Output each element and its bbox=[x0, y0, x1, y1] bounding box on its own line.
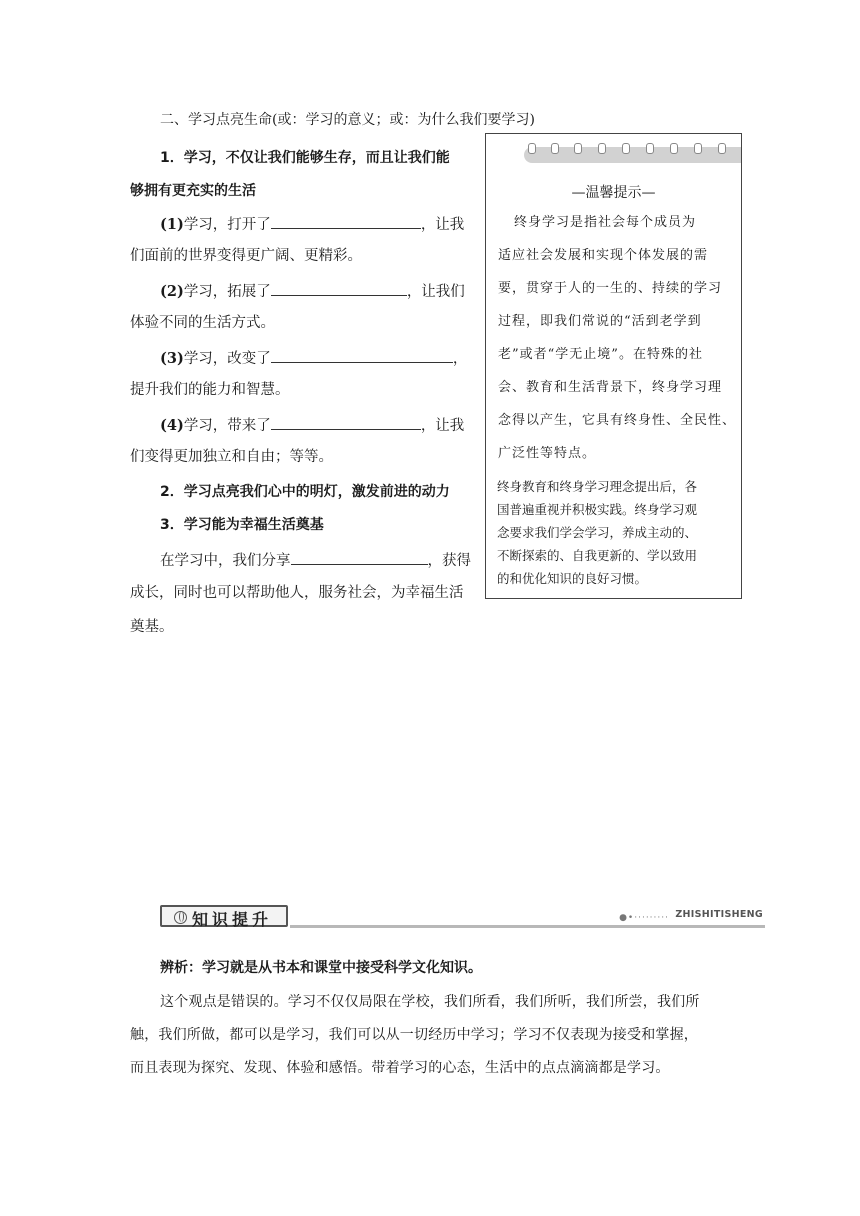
tip-line: 适应社会发展和实现个体发展的需 bbox=[498, 248, 709, 263]
fill-blank bbox=[291, 549, 428, 565]
spiral-ring-icon bbox=[574, 143, 582, 154]
paragraph-text: ，获得 bbox=[427, 553, 471, 569]
divider bbox=[290, 925, 765, 928]
tip-line: 不断探索的、自我更新的、学以致用 bbox=[497, 548, 698, 563]
analysis-line: 而且表现为探究、发现、体验和感悟。带着学习的心态，生活中的点点滴滴都是学习。 bbox=[130, 1060, 670, 1076]
spiral-ring-icon bbox=[528, 143, 536, 154]
item-2-continuation: 体验不同的生活方式。 bbox=[130, 315, 275, 331]
paragraph-line-3: 奠基。 bbox=[130, 619, 174, 635]
notebook-spiral-bar bbox=[524, 147, 741, 163]
knowledge-header-band bbox=[160, 903, 765, 929]
point-2: 2．学习点亮我们心中的明灯，激发前进的动力 bbox=[160, 484, 450, 500]
item-text: ，让我们 bbox=[406, 284, 465, 300]
tip-line: 念要求我们学会学习，养成主动的、 bbox=[497, 525, 698, 540]
point-1-line-2: 够拥有更充实的生活 bbox=[130, 183, 256, 199]
analysis-title: 辨析：学习就是从书本和课堂中接受科学文化知识。 bbox=[160, 960, 482, 976]
spiral-ring-icon bbox=[551, 143, 559, 154]
dotted-ornament-icon: ●•········· bbox=[619, 913, 669, 923]
item-number: (1) bbox=[160, 216, 184, 233]
spiral-ring-icon bbox=[622, 143, 630, 154]
item-4-continuation: 们变得更加独立和自由；等等。 bbox=[130, 449, 333, 465]
tip-line: 终身教育和终身学习理念提出后，各 bbox=[497, 479, 698, 494]
point-3: 3．学习能为幸福生活奠基 bbox=[160, 517, 324, 533]
tip-line: 会、教育和生活背景下，终身学习理 bbox=[498, 380, 723, 395]
tip-line: 终身学习是指社会每个成员为 bbox=[514, 215, 697, 230]
item-3-continuation: 提升我们的能力和智慧。 bbox=[130, 382, 290, 398]
section-label-box bbox=[160, 905, 288, 927]
item-text: 学习，打开了 bbox=[183, 217, 271, 233]
tip-title: —温馨提示— bbox=[571, 185, 656, 201]
analysis-line: 触，我们所做，都可以是学习，我们可以从一切经历中学习；学习不仅表现为接受和掌握， bbox=[130, 1027, 698, 1043]
item-1-continuation: 们面前的世界变得更广阔、更精彩。 bbox=[130, 248, 362, 264]
spiral-ring-icon bbox=[646, 143, 654, 154]
paragraph-line-2: 成长，同时也可以帮助他人，服务社会，为幸福生活 bbox=[130, 585, 464, 601]
item-number: (2) bbox=[160, 283, 184, 300]
spiral-ring-icon bbox=[718, 143, 726, 154]
tip-line: 的和优化知识的良好习惯。 bbox=[497, 571, 648, 586]
item-number: (4) bbox=[160, 417, 184, 434]
analysis-line: 这个观点是错误的。学习不仅仅局限在学校，我们所看，我们所听，我们所尝，我们所 bbox=[160, 994, 700, 1010]
item-4 bbox=[160, 414, 464, 436]
tip-box bbox=[485, 133, 742, 599]
tip-line: 念得以产生，它具有终身性、全民性、 bbox=[498, 413, 737, 428]
paragraph-text: 在学习中，我们分享 bbox=[160, 553, 291, 569]
tip-line: 老”或者“学无止境”。在特殊的社 bbox=[498, 347, 703, 362]
spiral-ring-icon bbox=[598, 143, 606, 154]
spiral-ring-icon bbox=[670, 143, 678, 154]
section-label: 知识提升 bbox=[192, 910, 273, 929]
paragraph-line-1 bbox=[160, 549, 471, 571]
item-number: (3) bbox=[160, 350, 184, 367]
item-text: 学习，带来了 bbox=[183, 418, 271, 434]
tip-line: 国普遍重视并积极实践。终身学习观 bbox=[497, 502, 698, 517]
spiral-ring-icon bbox=[694, 143, 702, 154]
item-text: ，让我 bbox=[420, 217, 465, 233]
fill-blank bbox=[271, 280, 407, 296]
item-text: 学习，拓展了 bbox=[183, 284, 271, 300]
tip-line: 要，贯穿于人的一生的、持续的学习 bbox=[498, 281, 723, 296]
point-1-line-1: 1．学习，不仅让我们能够生存，而且让我们能 bbox=[160, 150, 450, 166]
globe-icon bbox=[174, 911, 187, 924]
item-text: ，让我 bbox=[420, 418, 465, 434]
fill-blank bbox=[271, 213, 421, 229]
item-1 bbox=[160, 213, 464, 235]
item-text: ， bbox=[452, 351, 468, 367]
fill-blank bbox=[271, 414, 421, 430]
fill-blank bbox=[271, 347, 453, 363]
section-pinyin: ZHISHITISHENG bbox=[675, 909, 763, 920]
tip-line: 过程，即我们常说的“活到老学到 bbox=[498, 314, 702, 329]
section-heading: 二、学习点亮生命(或：学习的意义；或：为什么我们要学习) bbox=[160, 112, 535, 128]
item-3 bbox=[160, 347, 467, 369]
item-2 bbox=[160, 280, 465, 302]
tip-line: 广泛性等特点。 bbox=[498, 446, 597, 461]
item-text: 学习，改变了 bbox=[183, 351, 271, 367]
